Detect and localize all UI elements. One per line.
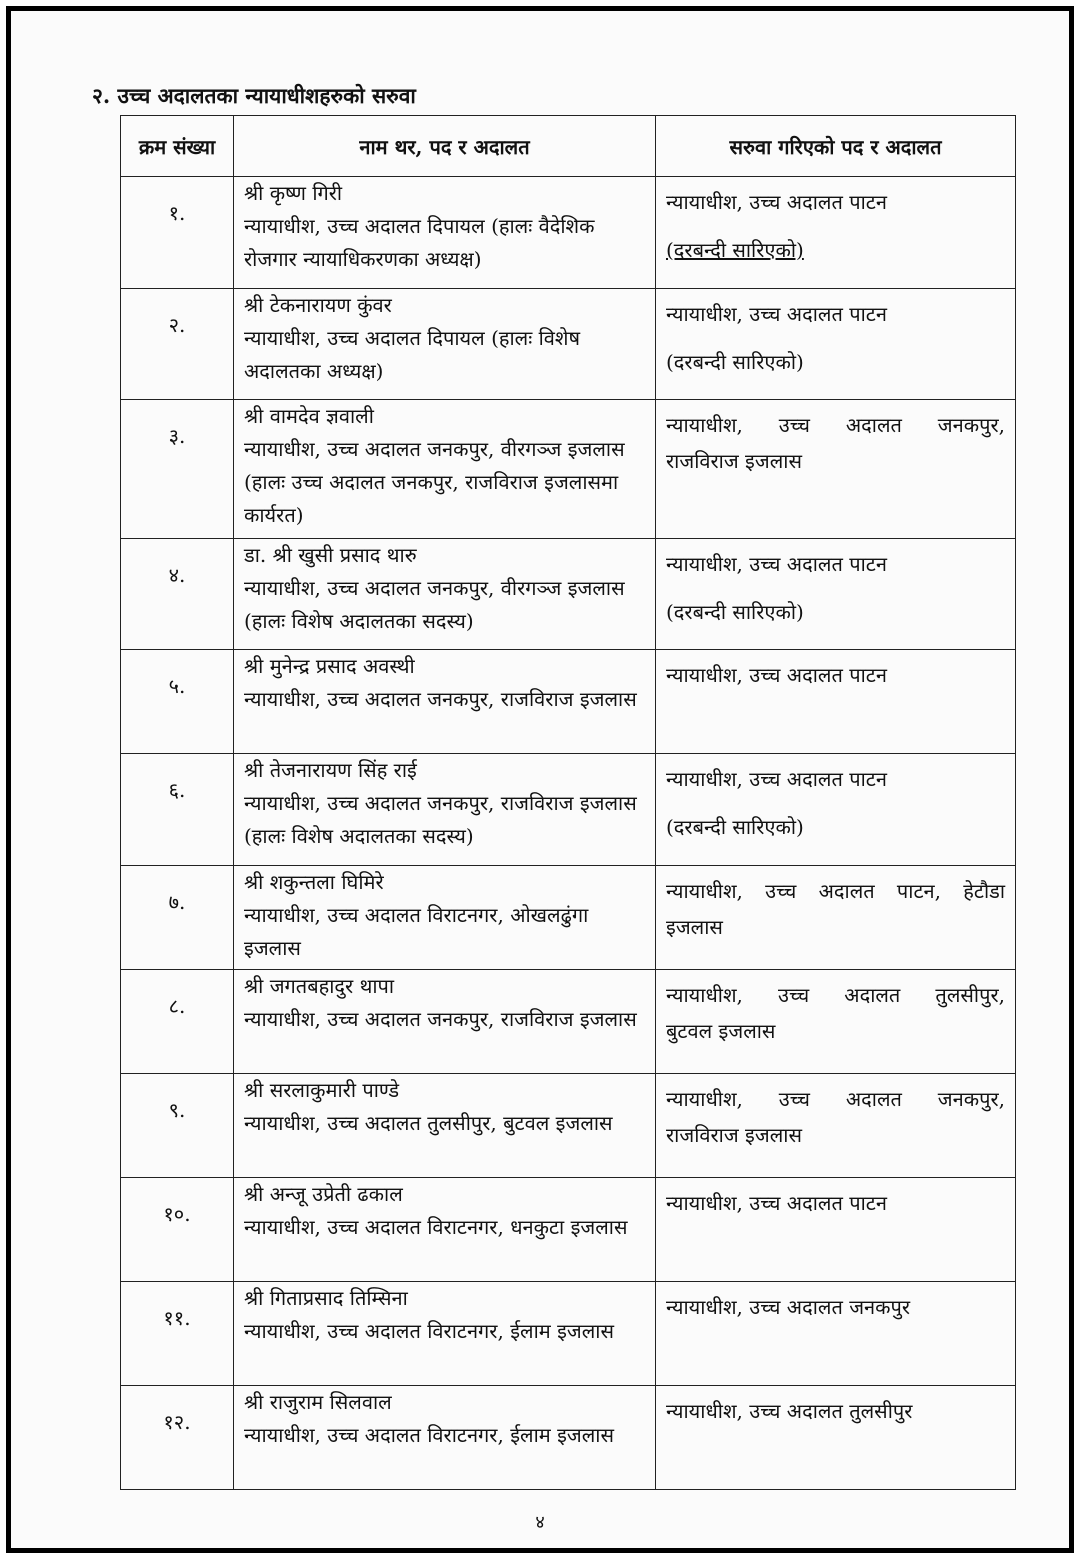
row-name: श्री गिताप्रसाद तिम्सिना — [244, 1286, 408, 1310]
row-transfer-line1: न्यायाधीश, उच्च अदालत जनकपुर — [666, 1295, 911, 1319]
table-row — [121, 289, 1016, 400]
row-name: श्री वामदेव ज्ञवाली — [244, 404, 374, 428]
row-serial: १२. — [121, 1386, 234, 1490]
row-name: श्री सरलाकुमारी पाण्डे — [244, 1078, 400, 1102]
row-transfer-line2: (दरबन्दी सारिएको) — [666, 600, 804, 624]
row-transfer-line1: न्यायाधीश, उच्च अदालत तुलसीपुर — [666, 1399, 913, 1423]
table-row — [121, 177, 1016, 289]
row-name: श्री शकुन्तला घिमिरे — [244, 870, 384, 894]
row-transfer-line2: (दरबन्दी सारिएको) — [666, 815, 804, 839]
row-transfer-line1: न्यायाधीश, उच्च अदालत पाटन — [666, 190, 887, 214]
row-transfer-line1: न्यायाधीश, उच्च अदालत तुलसीपुर, — [666, 983, 1005, 1007]
row-name: श्री जगतबहादुर थापा — [244, 974, 395, 998]
row-post: न्यायाधीश, उच्च अदालत विराटनगर, ओखलढुंगा इजलास — [244, 903, 589, 960]
row-serial: ६. — [121, 754, 234, 866]
row-post: न्यायाधीश, उच्च अदालत जनकपुर, वीरगञ्ज इजलास (हालः विशेष अदालतका सदस्य) — [244, 576, 625, 633]
header-name-post: नाम थर, पद र अदालत — [234, 116, 656, 177]
row-transfer-line1: न्यायाधीश, उच्च अदालत पाटन — [666, 302, 887, 326]
row-transfer-line2: राजविराज इजलास — [666, 1123, 802, 1147]
row-serial: ९. — [121, 1074, 234, 1178]
row-transfer-line2: बुटवल इजलास — [666, 1019, 776, 1043]
row-name: श्री अन्जू उप्रेती ढकाल — [244, 1182, 403, 1206]
row-transfer-line2: इजलास — [666, 915, 723, 939]
row-transfer-line2: (दरबन्दी सारिएको) — [666, 350, 804, 374]
page-number: ४ — [535, 1512, 545, 1533]
table-row — [121, 1178, 1016, 1282]
table-row — [121, 650, 1016, 754]
row-name: श्री टेकनारायण कुंवर — [244, 293, 392, 317]
row-post: न्यायाधीश, उच्च अदालत जनकपुर, राजविराज इजलास — [244, 1007, 637, 1031]
table-row — [121, 400, 1016, 539]
row-post: न्यायाधीश, उच्च अदालत विराटनगर, धनकुटा इजलास — [244, 1215, 628, 1239]
row-transfer-line2: (दरबन्दी सारिएको) — [666, 238, 804, 262]
row-serial: २. — [121, 289, 234, 400]
row-transfer-line1: न्यायाधीश, उच्च अदालत पाटन — [666, 663, 887, 687]
row-serial: ७. — [121, 866, 234, 970]
row-post: न्यायाधीश, उच्च अदालत दिपायल (हालः विशेष अदालतका अध्यक्ष) — [244, 326, 581, 383]
row-post: न्यायाधीश, उच्च अदालत दिपायल (हालः वैदेशिक रोजगार न्यायाधिकरणका अध्यक्ष) — [244, 214, 595, 271]
row-serial: १. — [121, 177, 234, 289]
table-row — [121, 754, 1016, 866]
table-header-row — [121, 116, 1016, 177]
row-name: श्री राजुराम सिलवाल — [244, 1390, 392, 1414]
row-post: न्यायाधीश, उच्च अदालत जनकपुर, राजविराज इजलास — [244, 687, 637, 711]
section-title: २. उच्च अदालतका न्यायाधीशहरुको सरुवा — [92, 83, 416, 108]
row-serial: ३. — [121, 400, 234, 539]
row-transfer-line1: न्यायाधीश, उच्च अदालत पाटन, हेटौडा — [666, 879, 1005, 903]
row-transfer-line1: न्यायाधीश, उच्च अदालत पाटन — [666, 767, 887, 791]
row-post: न्यायाधीश, उच्च अदालत जनकपुर, राजविराज इजलास (हालः विशेष अदालतका सदस्य) — [244, 791, 637, 848]
row-serial: ११. — [121, 1282, 234, 1386]
row-post: न्यायाधीश, उच्च अदालत विराटनगर, ईलाम इजलास — [244, 1319, 615, 1343]
row-transfer-line1: न्यायाधीश, उच्च अदालत जनकपुर, — [666, 413, 1005, 437]
table-row — [121, 1386, 1016, 1490]
row-name: श्री तेजनारायण सिंह राई — [244, 758, 417, 782]
row-serial: ५. — [121, 650, 234, 754]
row-post: न्यायाधीश, उच्च अदालत जनकपुर, वीरगञ्ज इजलास (हालः उच्च अदालत जनकपुर, राजविराज इजलासमा कार्यरत) — [244, 437, 625, 527]
row-transfer-line1: न्यायाधीश, उच्च अदालत जनकपुर, — [666, 1087, 1005, 1111]
header-serial: क्रम संख्या — [121, 116, 234, 177]
row-post: न्यायाधीश, उच्च अदालत तुलसीपुर, बुटवल इजलास — [244, 1111, 613, 1135]
header-transfer: सरुवा गरिएको पद र अदालत — [656, 116, 1016, 177]
row-name: श्री मुनेन्द्र प्रसाद अवस्थी — [244, 654, 415, 678]
row-serial: १०. — [121, 1178, 234, 1282]
table-row — [121, 970, 1016, 1074]
row-transfer-line1: न्यायाधीश, उच्च अदालत पाटन — [666, 552, 887, 576]
row-name: श्री कृष्ण गिरी — [244, 181, 343, 205]
row-transfer-line1: न्यायाधीश, उच्च अदालत पाटन — [666, 1191, 887, 1215]
row-post: न्यायाधीश, उच्च अदालत विराटनगर, ईलाम इजलास — [244, 1423, 615, 1447]
transfer-table — [120, 115, 1016, 1490]
row-serial: ८. — [121, 970, 234, 1074]
row-transfer-line2: राजविराज इजलास — [666, 449, 802, 473]
table-row — [121, 1074, 1016, 1178]
row-serial: ४. — [121, 539, 234, 650]
table-row — [121, 1282, 1016, 1386]
table-row — [121, 539, 1016, 650]
table-row — [121, 866, 1016, 970]
row-name: डा. श्री खुसी प्रसाद थारु — [244, 543, 417, 567]
